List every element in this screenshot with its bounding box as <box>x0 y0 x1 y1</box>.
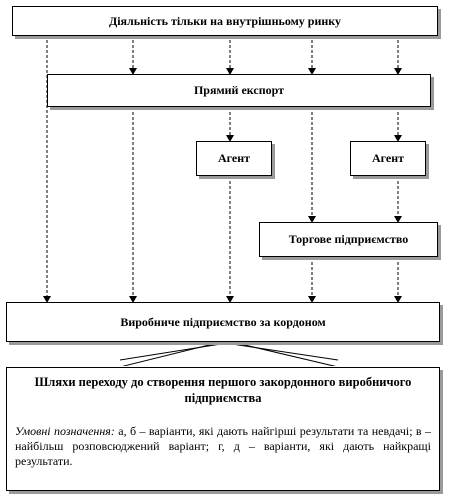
foreign-production-label: Виробниче підприємство за кордоном <box>120 314 326 329</box>
trade-enterprise-label: Торгове підприємство <box>288 232 409 246</box>
domestic-market-label: Діяльність тільки на внутрішньому ринку <box>108 13 342 28</box>
agent-label-2: Агент <box>371 151 405 165</box>
direct-export-label: Прямий експорт <box>193 83 285 97</box>
legend-notation-text: а, б – варіанти, які дають найгірші результати та невдачі; в – найбільш розповсюджений варіант; г, д – варіанти, які дають найкращі результати. <box>15 424 431 468</box>
foreign-production-box <box>6 302 440 342</box>
legend-box <box>6 367 440 491</box>
legend-notation-label: Умовні позначення: <box>15 424 115 438</box>
agent-box-2 <box>350 141 426 176</box>
agent-box-1 <box>196 141 272 176</box>
trade-enterprise-box <box>259 222 438 257</box>
legend-title: Шляхи переходу до створення першого закордонного виробничого підприємства <box>34 375 412 405</box>
agent-label-1: Агент <box>217 151 251 165</box>
domestic-market-box <box>12 6 438 36</box>
direct-export-box <box>47 74 431 107</box>
legend-body <box>15 424 431 469</box>
